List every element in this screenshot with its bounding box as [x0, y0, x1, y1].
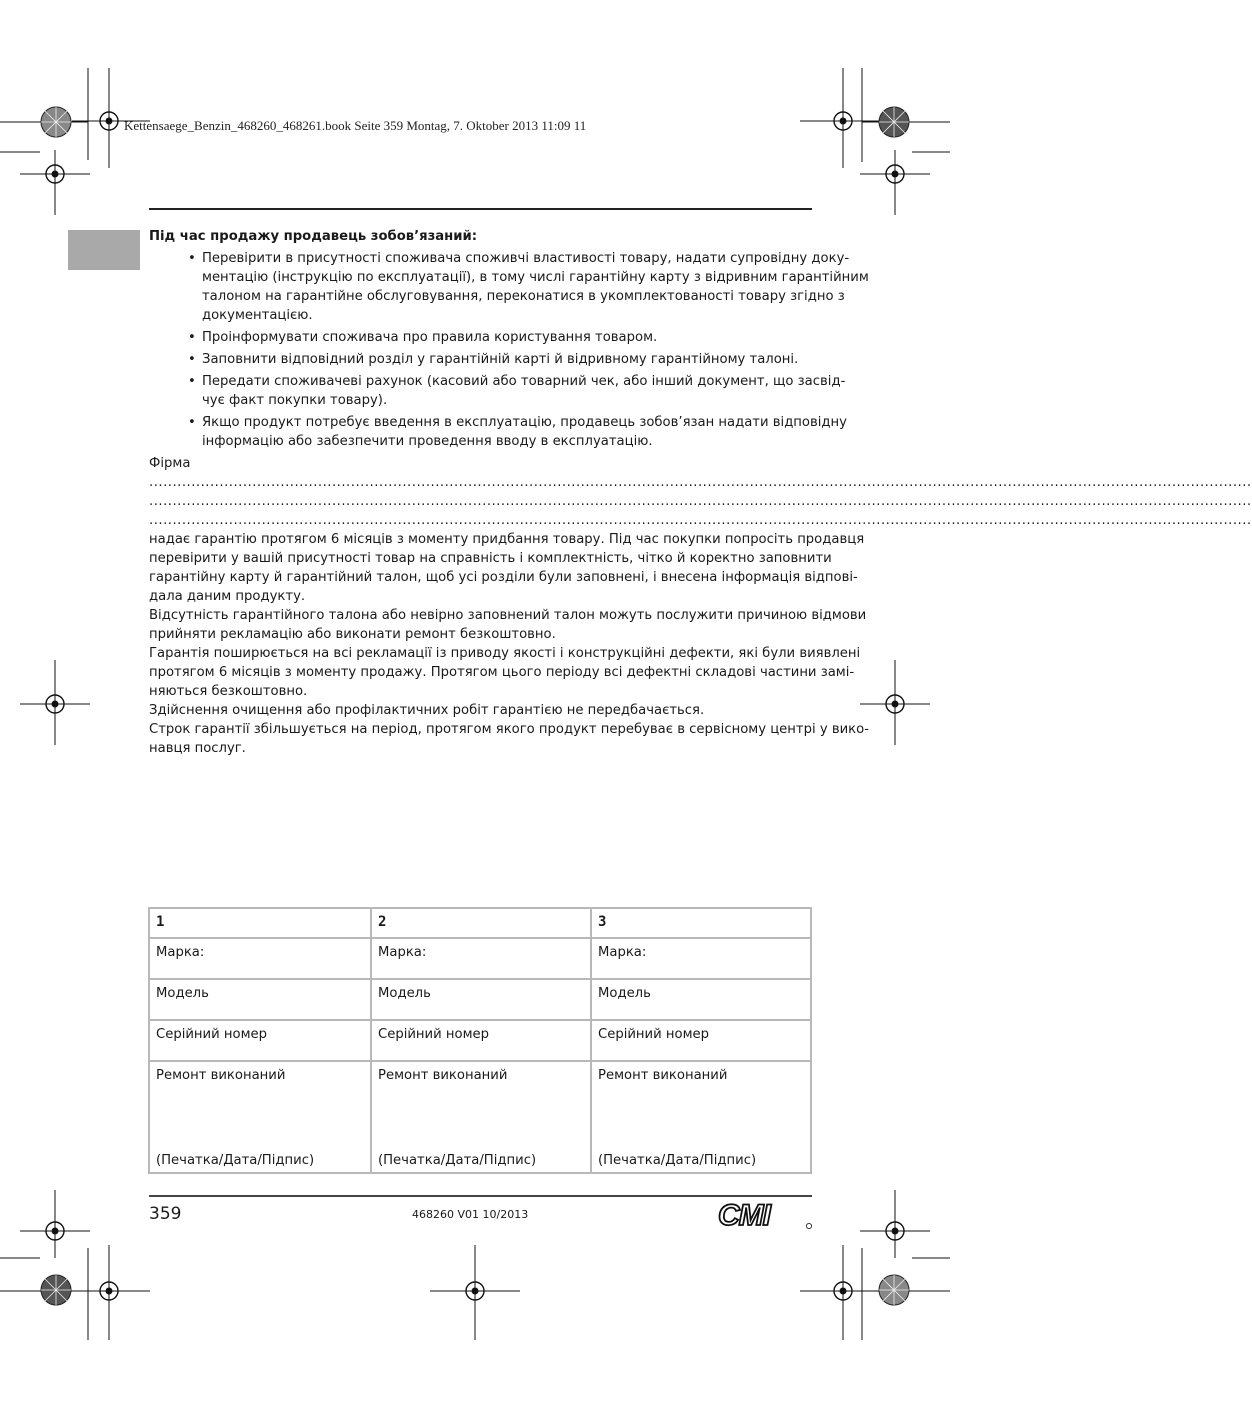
top-rule — [149, 208, 812, 210]
paragraph-line: Строк гарантії збільшується на період, протягом якого продукт перебуває в сервісному центрі у вико- — [149, 722, 869, 737]
coupon-repair-label: Ремонт виконаний — [156, 1068, 286, 1083]
coupon-serial-field: Серійний номер — [592, 1019, 810, 1060]
coupon-model-field: Модель — [150, 978, 370, 1019]
coupon-repair-field — [592, 1060, 810, 1172]
list-item-line: Проінформувати споживача про правила користування товаром. — [202, 330, 658, 345]
list-item-line: чує факт покупки товару). — [202, 393, 388, 408]
coupon-number: 2 — [378, 914, 387, 930]
list-item — [188, 328, 812, 347]
list-item — [188, 249, 869, 325]
obligations-list — [149, 249, 869, 451]
svg-text:CMI: CMI — [718, 1199, 770, 1232]
warranty-coupon-1 — [150, 909, 370, 1172]
list-item-line: Якщо продукт потребує введення в експлуатацію, продавець зобов’язан надати відповідну — [202, 415, 847, 430]
bullet-icon: • — [188, 330, 196, 345]
dotted-fill-line: ........................................................................................................................................................................................................................................... — [149, 513, 1252, 528]
bullet-icon: • — [188, 374, 196, 389]
paragraph-line: няються безкоштовно. — [149, 684, 308, 699]
coupon-model-field: Модель — [592, 978, 810, 1019]
warranty-text — [149, 227, 1252, 758]
coupon-serial-field: Серійний номер — [372, 1019, 590, 1060]
dotted-fill-line: ........................................................................................................................................................................................................................................... — [149, 475, 1252, 490]
bullet-icon: • — [188, 352, 196, 367]
paragraph-line: навця послуг. — [149, 741, 246, 756]
list-item-line: Заповнити відповідний розділ у гарантійній карті й відривному гарантійному талоні. — [202, 352, 799, 367]
paragraph-line: Гарантія поширюється на всі рекламації із приводу якості і конструкційні дефекти, які були виявлені — [149, 646, 861, 661]
document-code: 468260 V01 10/2013 — [412, 1208, 529, 1221]
warranty-paragraph — [149, 644, 861, 701]
paragraph-line: прийняти рекламацію або виконати ремонт безкоштовно. — [149, 627, 556, 642]
coupon-stamp-label: (Печатка/Дата/Підпис) — [378, 1153, 537, 1168]
coupon-repair-label: Ремонт виконаний — [598, 1068, 728, 1083]
warranty-coupon-2 — [370, 909, 590, 1172]
paragraph-line: протягом 6 місяців з моменту продажу. Протягом цього періоду всі дефектні складові частини замі- — [149, 665, 855, 680]
dotted-fill-line: ........................................................................................................................................................................................................................................... — [149, 494, 1252, 509]
paragraph-line: Здійснення очищення або профілактичних робіт гарантією не передбачається. — [149, 703, 705, 718]
seller-obligations-heading: Під час продажу продавець зобов’язаний: — [149, 229, 478, 244]
warranty-coupon-3 — [590, 909, 810, 1172]
paragraph-line: гарантійну карту й гарантійний талон, щоб усі розділи були заповнені, і внесена інформація відпові- — [149, 570, 858, 585]
warranty-coupons — [148, 907, 812, 1174]
list-item — [188, 413, 847, 451]
warranty-paragraph — [149, 530, 865, 606]
coupon-model-field: Модель — [372, 978, 590, 1019]
warranty-paragraph — [149, 701, 812, 720]
list-item — [188, 372, 846, 410]
list-item — [188, 350, 812, 369]
coupon-stamp-label: (Печатка/Дата/Підпис) — [156, 1153, 315, 1168]
coupon-number: 1 — [156, 914, 165, 930]
paragraph-line: перевірити у вашій присутності товар на справність і комплектність, чітко й коректно заповнити — [149, 551, 832, 566]
coupon-repair-field — [372, 1060, 590, 1172]
list-item-line: Перевірити в присутності споживача споживчі властивості товару, надати супровідну доку- — [202, 251, 850, 266]
coupon-brand-field: Марка: — [150, 937, 370, 978]
bullet-icon: • — [188, 415, 196, 430]
bottom-rule — [149, 1195, 812, 1197]
cmi-logo — [716, 1200, 814, 1230]
paragraph-line: дала даним продукту. — [149, 589, 306, 604]
page-number: 359 — [149, 1204, 182, 1224]
coupon-serial-field: Серійний номер — [150, 1019, 370, 1060]
paragraph-line: Відсутність гарантійного талона або невірно заповнений талон можуть послужити причиною відмови — [149, 608, 867, 623]
list-item-line: талоном на гарантійне обслуговування, переконатися в укомплектованості товару згідно з — [202, 289, 845, 304]
coupon-stamp-label: (Печатка/Дата/Підпис) — [598, 1153, 757, 1168]
print-header: Kettensaege_Benzin_468260_468261.book Seite 359 Montag, 7. Oktober 2013 11:09 11 — [124, 118, 587, 133]
section-tab-marker — [68, 230, 140, 270]
firma-label: Фірма — [149, 456, 191, 471]
coupon-repair-label: Ремонт виконаний — [378, 1068, 508, 1083]
warranty-paragraph — [149, 720, 869, 758]
list-item-line: документацією. — [202, 308, 313, 323]
paragraph-line: надає гарантію протягом 6 місяців з моменту придбання товару. Під час покупки попросіть продавця — [149, 532, 865, 547]
bullet-icon: • — [188, 251, 196, 266]
coupon-number: 3 — [598, 914, 607, 930]
coupon-brand-field: Марка: — [372, 937, 590, 978]
coupon-repair-field — [150, 1060, 370, 1172]
list-item-line: ментацію (інструкцію по експлуатації), в тому числі гарантійну карту з відривним гарантійним — [202, 270, 869, 285]
coupon-brand-field: Марка: — [592, 937, 810, 978]
list-item-line: інформацію або забезпечити проведення вводу в експлуатацію. — [202, 434, 653, 449]
warranty-paragraph — [149, 606, 867, 644]
list-item-line: Передати споживачеві рахунок (касовий або товарний чек, або інший документ, що засвід- — [202, 374, 846, 389]
